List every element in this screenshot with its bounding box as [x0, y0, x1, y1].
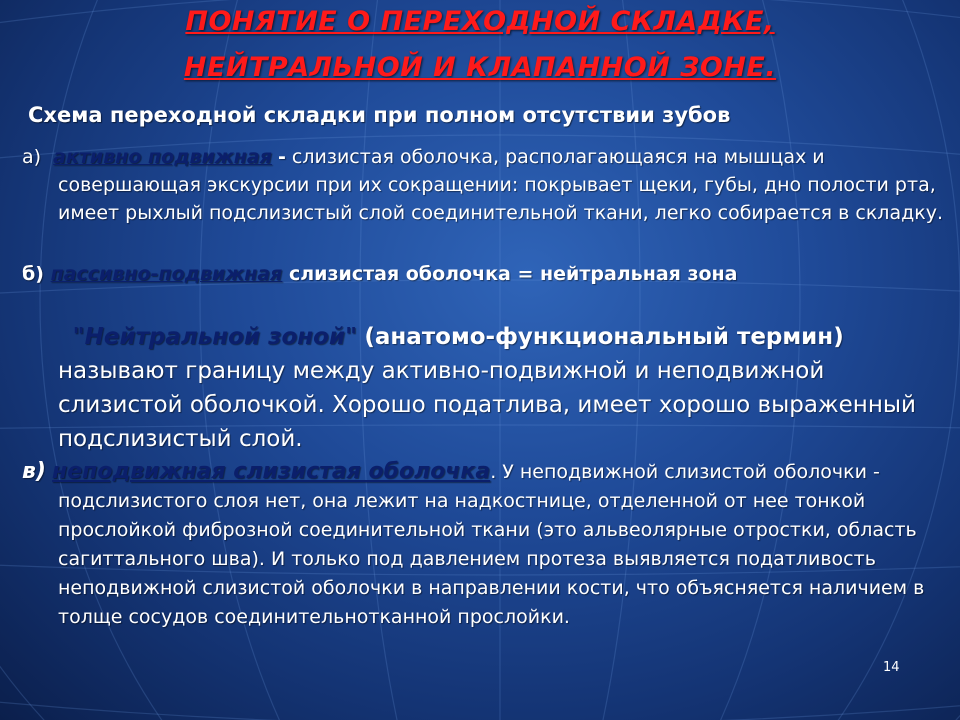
neutral-zone-paragraph: [58, 320, 938, 456]
item-a-marker: а): [22, 146, 42, 168]
slide-title-line-1: ПОНЯТИЕ О ПЕРЕХОДНОЙ СКЛАДКЕ,: [185, 6, 775, 37]
item-a-term: активно подвижная: [53, 146, 272, 168]
neutral-zone-term: "Нейтральной зоной": [72, 324, 358, 350]
item-b-paragraph: [22, 260, 958, 288]
slide-subtitle: Схема переходной складки при полном отсутствии зубов: [28, 103, 731, 127]
item-b-text: слизистая оболочка = нейтральная зона: [289, 263, 738, 285]
neutral-zone-text: называют границу между активно-подвижной и неподвижной слизистой оболочкой. Хорошо податлива, имеет хорошо выраженный подслизистый слой.: [58, 358, 916, 452]
slide-number: 14: [883, 660, 900, 675]
item-a-text: слизистая оболочка, располагающаяся на мышцах и совершающая экскурсии при их сокращении: покрывает щеки, губы, дно полости рта, имеет рыхлый подслизистый слой соединительной ткани, легко собирается в складку.: [58, 146, 943, 224]
item-a-paragraph: [22, 143, 958, 227]
item-c-marker: в): [22, 459, 46, 484]
item-a-dash: -: [277, 146, 286, 168]
item-c-text: . У неподвижной слизистой оболочки - подслизистого слоя нет, она лежит на надкостнице, отделенной от нее тонкой прослойкой фиброзной соединительной ткани (это альвеолярные отростки, область сагиттального шва). И только под давлением протеза выявляется податливость неподвижной слизистой оболочки в направлении кости, что объясняется наличием в толще сосудов соединительнотканной прослойки.: [58, 461, 925, 628]
item-c-term: неподвижная слизистая оболочка: [52, 459, 491, 484]
slide-title-line-2: НЕЙТРАЛЬНОЙ И КЛАПАННОЙ ЗОНЕ.: [183, 52, 777, 83]
neutral-zone-bold-part: (анатомо-функциональный термин): [364, 324, 844, 350]
item-b-term: пассивно-подвижная: [50, 263, 283, 285]
item-b-marker: б): [22, 263, 44, 285]
item-c-paragraph: [22, 457, 958, 632]
